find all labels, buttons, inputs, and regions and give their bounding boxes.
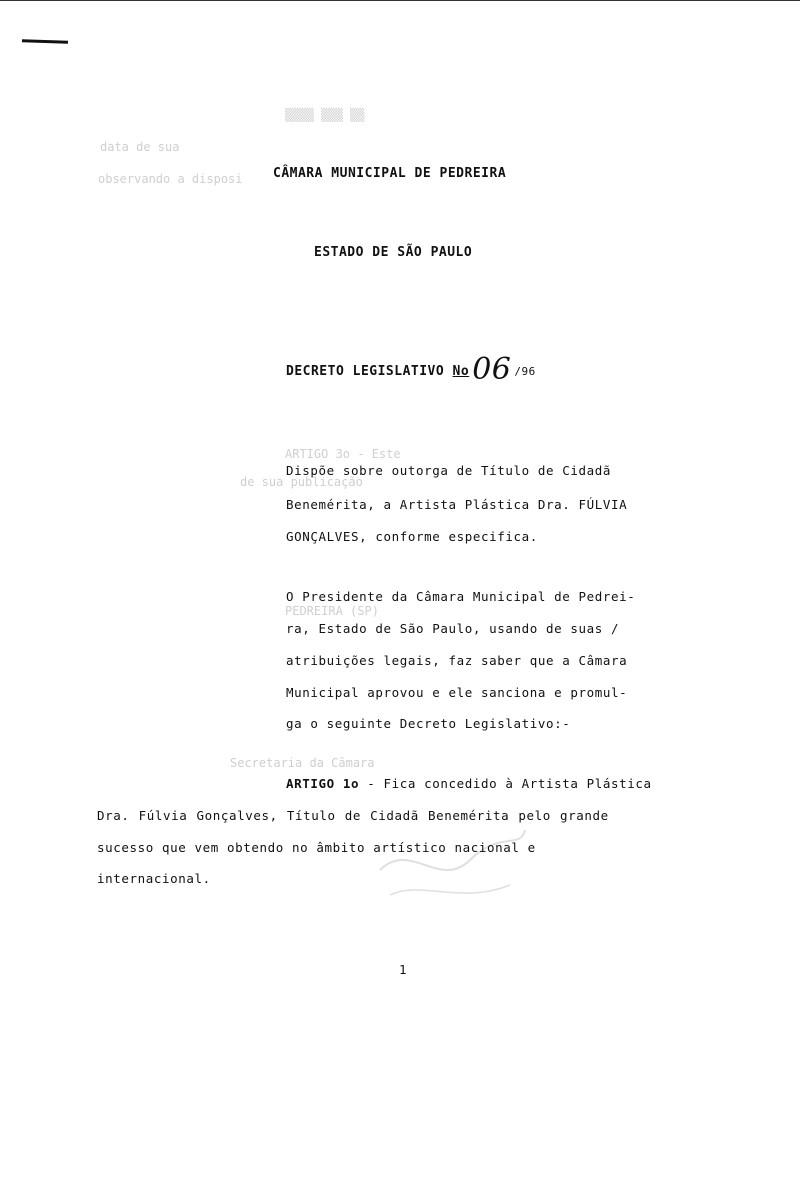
preamble-line: Municipal aprovou e ele sanciona e promul- [286,685,628,700]
page-top-edge [0,0,800,1]
article-1-line: internacional. [97,871,211,886]
summary-line: Benemérita, a Artista Plástica Dra. FÚLVIA [286,497,628,512]
decree-heading [286,352,536,387]
decree-number-prefix: No [452,364,470,379]
summary-line: Dispõe sobre outorga de Título de Cidadã [286,463,612,478]
bleed-through-text: ARTIGO 3o - Este [285,447,401,461]
page-number: 1 [399,962,408,977]
bleed-through-text: PEDREIRA (SP) [285,604,379,618]
article-1-line: Dra. Fúlvia Gonçalves, Título de Cidadã Benemérita pelo grande [97,808,609,823]
bleed-through-text: data de sua [100,140,180,154]
article-1-first-line [286,776,652,791]
preamble-line: atribuições legais, faz saber que a Câmara [286,653,628,668]
bleed-through-text: de sua publicação [240,475,363,489]
scan-mark [22,39,68,44]
chamber-title: CÂMARA MUNICIPAL DE PEDREIRA [273,166,507,181]
article-1-text: - Fica concedido à Artista Plástica [367,776,652,791]
preamble-line: ga o seguinte Decreto Legislativo:- [286,716,571,731]
bleed-through-text: Secretaria da Câmara [230,756,375,770]
article-1-label: ARTIGO 1o [286,776,360,791]
bleed-through-text: ▒▒▒▒ ▒▒▒ ▒▒ [285,108,365,122]
decree-number-handwritten: 06 [472,352,512,387]
article-1-line: sucesso que vem obtendo no âmbito artístico nacional e [97,840,536,855]
decree-year: /96 [514,365,536,378]
summary-line: GONÇALVES, conforme especifica. [286,529,538,544]
decree-label: DECRETO LEGISLATIVO [286,364,445,379]
preamble-line: ra, Estado de São Paulo, usando de suas / [286,621,620,636]
state-subtitle: ESTADO DE SÃO PAULO [314,245,473,260]
bleed-through-text: observando a disposi [98,172,243,186]
preamble-line: O Presidente da Câmara Municipal de Pedrei- [286,589,636,604]
